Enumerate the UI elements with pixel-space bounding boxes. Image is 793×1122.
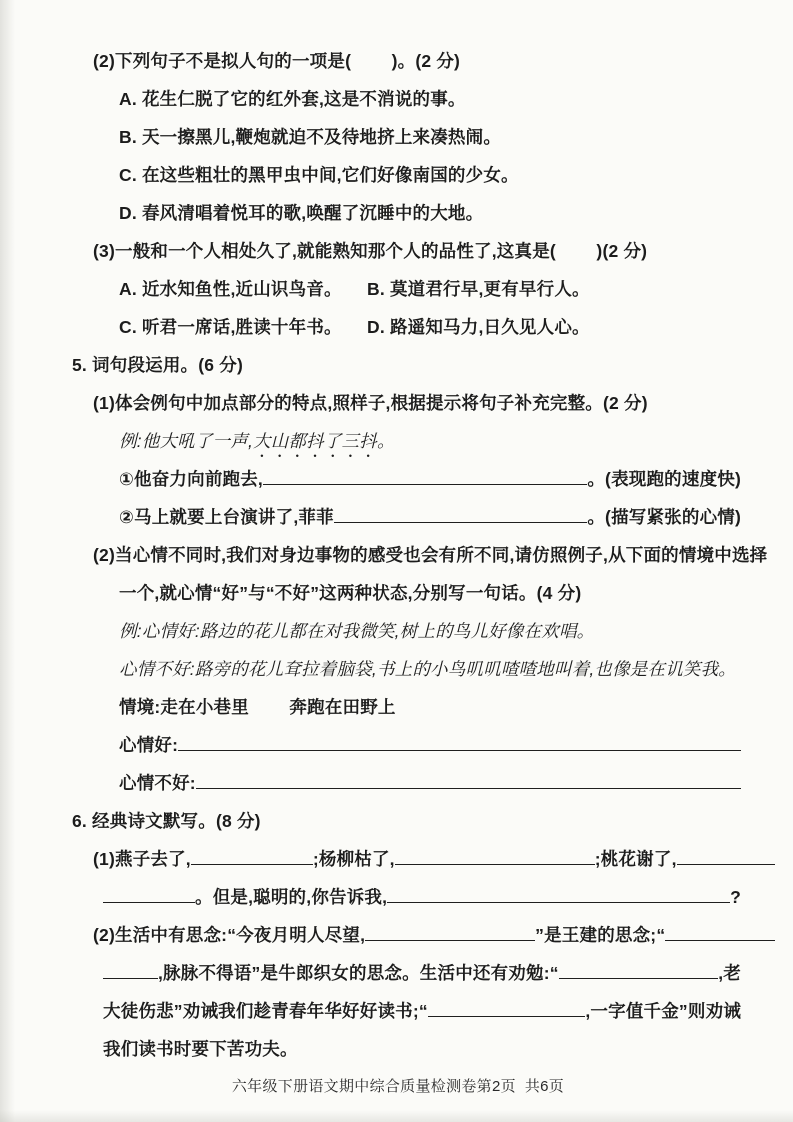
q6-sub2-seg4-text: ,老 [718,963,741,983]
q6-sub2-line1 [0,916,793,954]
q5-sub2-stem-line2 [0,574,793,612]
answer-blank-underline [428,1016,586,1017]
q5-sub2-stem-text-2: 一个,就心情“好”与“不好”这两种状态,分别写一句话。(4 分) [119,583,582,603]
q4-sub2-stem-text: (2)下列句子不是拟人句的一项是( )。(2 分) [93,51,461,71]
q4-sub2-option-d [0,194,793,232]
answer-blank-underline [365,940,535,941]
example-prefix-text: 例:他大吼了一声, [119,431,254,451]
q6-sub2-line2 [0,954,793,992]
q5-title-text: 5. 词句段运用。(6 分) [72,355,244,375]
option-d-text: D. 春风清唱着悦耳的歌,唤醒了沉睡中的大地。 [119,203,484,223]
q4-sub3-options-row2 [0,308,793,346]
option-b-text: B. 莫道君行早,更有早行人。 [367,279,590,299]
q5-title [0,346,793,384]
option-c-text: C. 听君一席话,胜读十年书。 [119,317,342,337]
q5-sub2-answer-bad [0,764,793,802]
q4-sub2-option-c [0,156,793,194]
q6-sub2-seg6-text: ,一字值千金”则劝诫 [585,1001,741,1021]
q6-sub2-seg5-text: 大徒伤悲”劝诫我们趁青春年华好好读书;“ [103,1001,428,1021]
q6-title-text: 6. 经典诗文默写。(8 分) [72,811,261,831]
q6-sub2-seg7-text: 我们读书时要下苦功夫。 [103,1039,298,1059]
q6-sub2-line3 [0,992,793,1030]
option-c-text: C. 在这些粗壮的黑甲虫中间,它们好像南国的少女。 [119,165,519,185]
answer-blank-underline [387,902,730,903]
example-emphasized-text: 大山都抖了三抖 [253,431,377,451]
q6-sub1-seg3-text: ;桃花谢了, [594,849,677,869]
option-a-text: A. 花生仁脱了它的红外套,这是不消说的事。 [119,89,466,109]
q5-sub1-stem-text: (1)体会例句中加点部分的特点,照样子,根据提示将句子补充完整。(2 分) [93,393,648,413]
q5-sub1-item2 [0,498,793,536]
answer-blank-underline [665,940,775,941]
q6-title [0,802,793,840]
label-bad-text: 心情不好: [119,773,196,793]
example-good-text: 例:心情好:路边的花儿都在对我微笑,树上的鸟儿好像在欢唱。 [119,621,595,641]
q6-sub1-seg1-text: (1)燕子去了, [93,849,191,869]
answer-blank-underline [677,864,775,865]
q5-sub1-item1 [0,460,793,498]
option-d-text: D. 路遥知马力,日久见人心。 [367,317,590,337]
q6-sub1-seg5-text: ? [730,887,741,907]
q5-sub2-situations [0,688,793,726]
q5-sub2-stem-text-1: (2)当心情不同时,我们对身边事物的感受也会有所不同,请仿照例子,从下面的情境中选择 [93,545,768,565]
option-a-text: A. 近水知鱼性,近山识鸟音。 [119,279,342,299]
q6-sub1-seg2-text: ;杨柳枯了, [312,849,395,869]
item1-prefix-text: ①他奋力向前跑去, [119,469,263,489]
q6-sub1-seg4-text: 。但是,聪明的,你告诉我, [195,887,388,907]
answer-blank-underline [559,978,719,979]
q4-sub3-stem-text: (3)一般和一个人相处久了,就能熟知那个人的品性了,这真是( )(2 分) [93,241,648,261]
page-footer [0,1068,793,1106]
q6-sub2-seg1-text: (2)生活中有思念:“今夜月明人尽望, [93,925,366,945]
answer-blank-underline [103,902,195,903]
situations-text: 情境:走在小巷里 奔跑在田野上 [119,697,396,717]
example-bad-text: 心情不好:路旁的花儿耷拉着脑袋,书上的小鸟叽叽喳喳地叫着,也像是在讥笑我。 [119,659,736,679]
example-suffix-text: 。 [376,431,395,451]
item1-hint-text: 。(表现跑的速度快) [587,469,741,489]
answer-blank-underline [334,522,588,523]
q5-sub2-stem-line1 [0,536,793,574]
answer-blank-underline [263,484,587,485]
answer-blank-underline [191,864,313,865]
item2-hint-text: 。(描写紧张的心情) [587,507,741,527]
item2-prefix-text: ②马上就要上台演讲了,菲菲 [119,507,334,527]
q5-sub2-answer-good [0,726,793,764]
answer-blank-underline [103,978,158,979]
q5-sub2-example-bad [0,650,793,688]
q5-sub1-stem [0,384,793,422]
q6-sub2-seg2-text: ”是王建的思念;“ [535,925,666,945]
q4-sub2-stem [0,42,793,80]
label-good-text: 心情好: [119,735,179,755]
q4-sub2-option-b [0,118,793,156]
option-b-text: B. 天一擦黑儿,鞭炮就迫不及待地挤上来凑热闹。 [119,127,502,147]
q6-sub2-line4 [0,1030,793,1068]
answer-blank-underline [196,788,741,789]
page-footer-text: 六年级下册语文期中综合质量检测卷第2页 共6页 [231,1078,565,1095]
q6-sub1-line2 [0,878,793,916]
q4-sub2-option-a [0,80,793,118]
q5-sub2-example-good [0,612,793,650]
q4-sub3-stem [0,232,793,270]
q6-sub1-line1 [0,840,793,878]
q5-sub1-example [0,422,793,460]
answer-blank-underline [178,750,741,751]
answer-blank-underline [395,864,595,865]
q4-sub3-options-row1 [0,270,793,308]
q6-sub2-seg3-text: ,脉脉不得语”是牛郎织女的思念。生活中还有劝勉:“ [158,963,559,983]
